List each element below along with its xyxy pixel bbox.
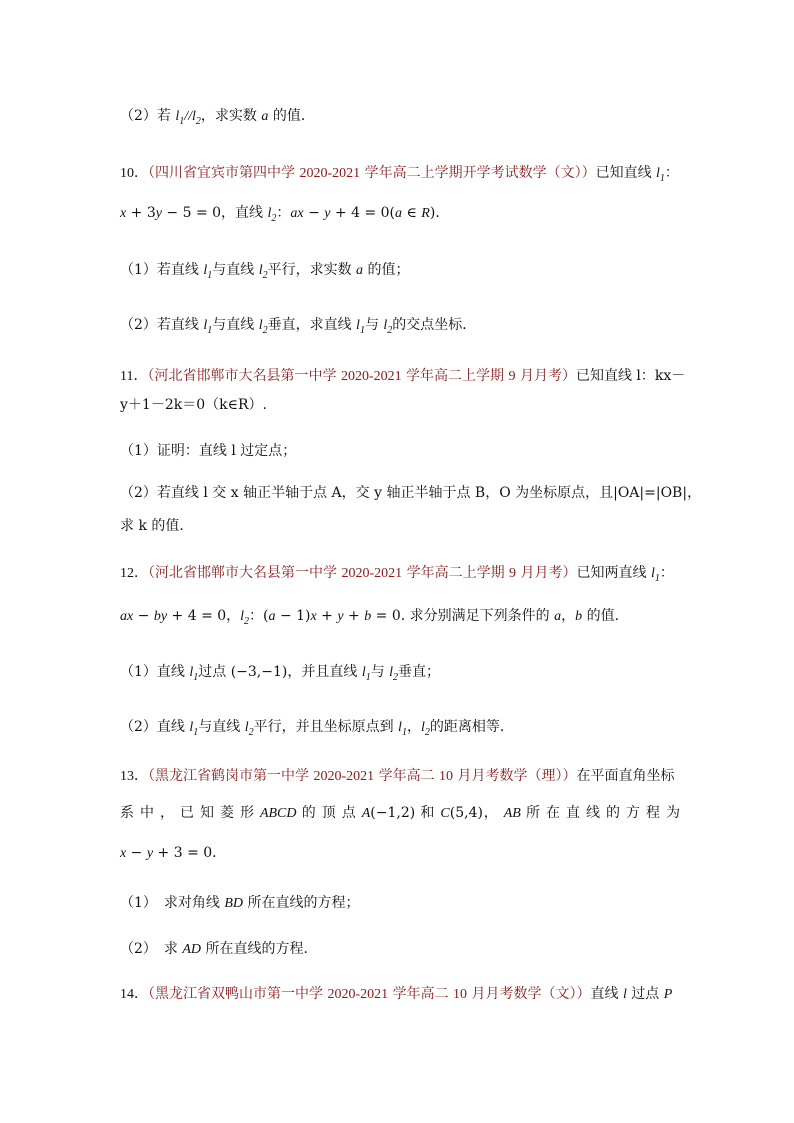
- question-12-source: （河北省邯郸市大名县第一中学 2020-2021 学年高二上学期 9 月月考）: [148, 565, 577, 581]
- question-10-equations: x + 3y − 5 = 0，直线 $l_2$：ax − y + 4 = 0(a ∈ R)．: [120, 205, 450, 224]
- question-13-header: 13．（黑龙江省鹤岗市第一中学 2020-2021 学年高二 10 月月考数学（理））在平面直角坐标: [120, 768, 675, 784]
- question-13-source: （黑龙江省鹤岗市第一中学 2020-2021 学年高二 10 月月考数学（理））: [148, 768, 577, 784]
- question-11-source: （河北省邯郸市大名县第一中学 2020-2021 学年高二上学期 9 月月考）: [147, 368, 576, 384]
- question-11-part-2: （2）若直线 l 交 x 轴正半轴于点 A，交 y 轴正半轴于点 B，O 为坐标原点，且|OA|=|OB|，: [120, 485, 702, 501]
- question-13-equation: x − y + 3 = 0．: [120, 845, 227, 861]
- question-11-equation: y＋1－2k＝0（k∈R）.: [120, 397, 267, 413]
- question-12-part-1: （1）直线 $l_1$过点 (−3,−1)，并且直线 $l_1$与 $l_2$垂直；: [120, 664, 441, 683]
- question-14-header: 14．（黑龙江省双鸭山市第一中学 2020-2021 学年高二 10 月月考数学（文））直线 l 过点 P: [120, 986, 673, 1002]
- question-12-equations: ax − by + 4 = 0，$l_2$：(a − 1)x + y + b = 0. 求分别满足下列条件的 a，b 的值．: [120, 608, 629, 627]
- question-13-part-2: （2） 求 AD 所在直线的方程．: [120, 941, 318, 957]
- question-14-source: （黑龙江省双鸭山市第一中学 2020-2021 学年高二 10 月月考数学（文））: [148, 986, 591, 1002]
- question-11-header: 11．（河北省邯郸市大名县第一中学 2020-2021 学年高二上学期 9 月月考）已知直线 l：kx－: [120, 368, 686, 384]
- question-10-source: （四川省宜宾市第四中学 2020-2021 学年高二上学期开学考试数学（文））: [148, 165, 596, 181]
- question-11-part-2-cont: 求 k 的值.: [120, 518, 184, 534]
- question-10-part-1: （1）若直线 $l_1$与直线 $l_2$平行，求实数 a 的值；: [120, 262, 410, 281]
- question-11-part-1: （1）证明：直线 l 过定点；: [120, 443, 297, 459]
- question-9-part-2: （2）若 $l_1//l_2$，求实数 a 的值．: [120, 108, 315, 127]
- question-10-part-2: （2）若直线 $l_1$与直线 $l_2$垂直，求直线 $l_1$与 $l_2$的交点坐标．: [120, 317, 477, 336]
- question-12-part-2: （2）直线 $l_1$与直线 $l_2$平行，并且坐标原点到 $l_1$，$l_2$的距离相等．: [120, 719, 514, 738]
- question-13-part-1: （1） 求对角线 BD 所在直线的方程；: [120, 895, 360, 911]
- question-13-body: 系 中 ， 已 知 菱 形 ABCD 的 顶 点 A(−1,2) 和 C(5,4)， AB 所 在 直 线 的 方 程 为: [120, 805, 680, 821]
- question-12-header: 12．（河北省邯郸市大名县第一中学 2020-2021 学年高二上学期 9 月月考）已知两直线 $l_1$：: [120, 565, 674, 584]
- question-10-header: 10．（四川省宜宾市第四中学 2020-2021 学年高二上学期开学考试数学（文））已知直线 $l_1$：: [120, 165, 679, 184]
